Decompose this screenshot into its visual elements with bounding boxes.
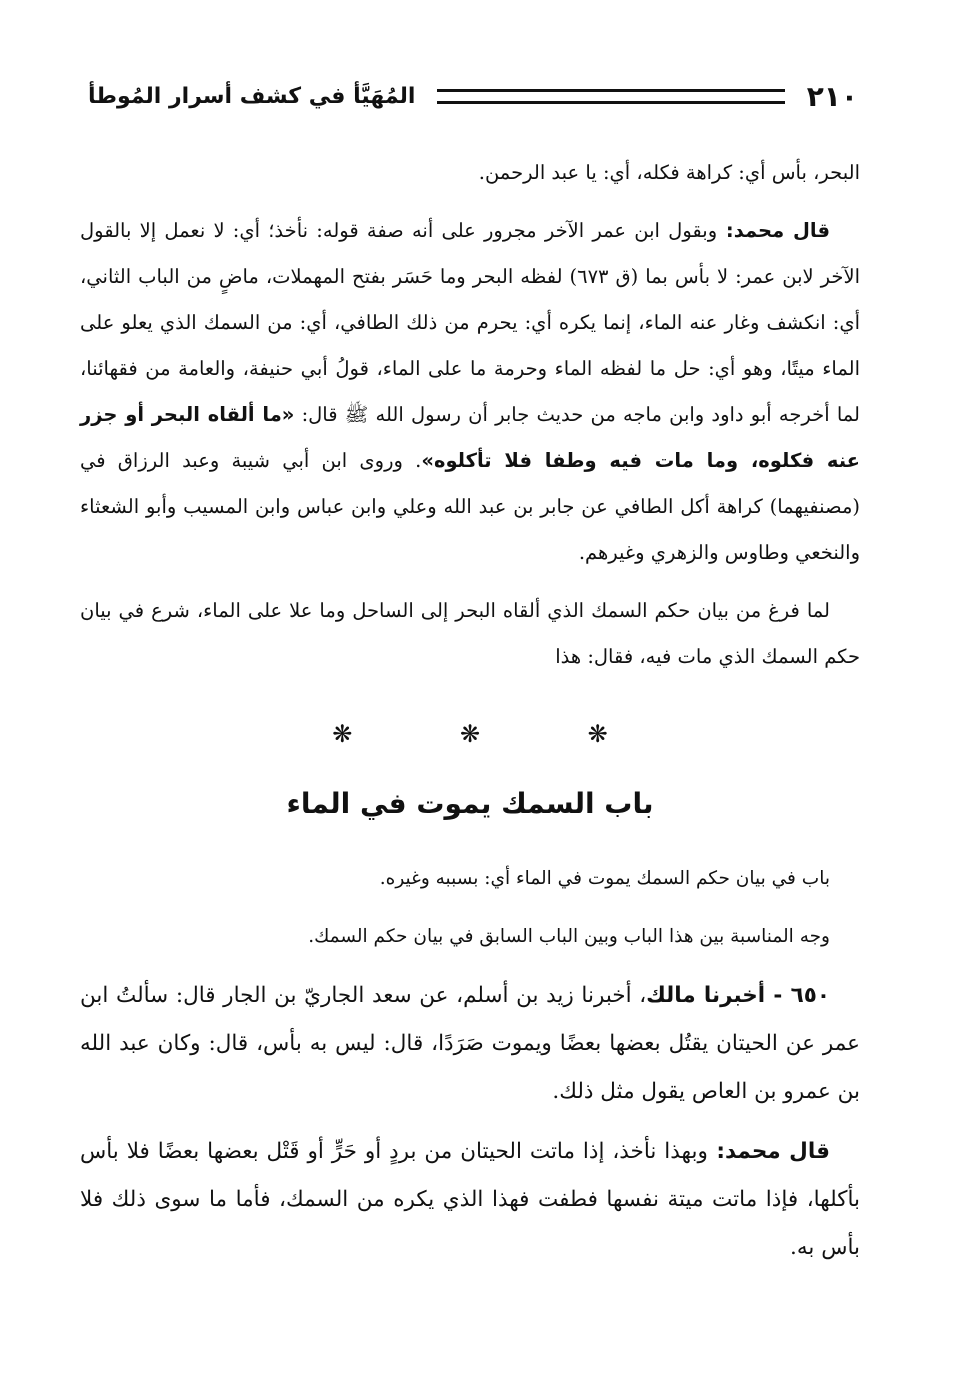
paragraph-5 <box>80 914 860 960</box>
hadith-quote: «ما ألقاه البحر أو جزر عنه فكلوه، وما مات فيه وطفا فلا تأكلوه» <box>80 403 860 472</box>
page-body <box>80 150 860 1284</box>
paragraph-6 <box>80 972 860 1116</box>
paragraph-text: . وروى ابن أبي شيبة وعبد الرزاق في (مصنفيهما) كراهة أكل الطافي عن جابر بن عبد الله وعلي وابن عباس وابن المسيب وأبو الشعثاء والنخعي وطاوس والزهري وغيرهم. <box>80 449 860 564</box>
paragraph-text: وبهذا نأخذ، إذا ماتت الحيتان من بردٍ أو حَرٍّ أو قَتْل بعضها بعضًا فلا بأس بأكلها، فإذا ماتت ميتة نفسها فطفت فهذا الذي يكره من السمك، فأما ما سوى ذلك فلا بأس به. <box>80 1139 860 1260</box>
paragraph-7 <box>80 1128 860 1272</box>
speaker-label: قال محمد: <box>717 219 830 242</box>
paragraph-text: البحر، بأس أي: كراهة فكله، أي: يا عبد الرحمن. <box>478 161 860 184</box>
page-header <box>88 76 858 116</box>
paragraph-4 <box>80 856 860 902</box>
paragraph-3 <box>80 588 860 680</box>
paragraph-text: باب في بيان حكم السمك يموت في الماء أي: بسببه وغيره. <box>379 868 830 889</box>
speaker-label: قال محمد: <box>707 1139 830 1164</box>
page-number: ٢١٠ <box>806 79 858 113</box>
section-divider-stars: ❋ ❋ ❋ <box>332 720 658 748</box>
header-rule <box>437 89 784 104</box>
paragraph-2 <box>80 208 860 576</box>
paragraph-text: ، أخبرنا زيد بن أسلم، عن سعد الجاريّ بن الجار قال: سألتُ ابن عمر عن الحيتان يقتُل بعضها بعضًا ويموت صَرَدًا، قال: ليس به بأس، قال: وكان عبد الله بن عمرو بن العاص يقول مثل ذلك. <box>80 983 860 1104</box>
running-title: المُهَيَّأ في كشف أسرار المُوطأ <box>88 83 416 109</box>
paragraph-text: وبقول ابن عمر الآخر مجرور على أنه صفة قوله: نأخذ؛ أي: لا نعمل إلا بالقول الآخر لابن عمر: لا بأس بما (ق ٦٧٣) لفظه البحر وما حَسَر بفتح المهملات، ماضٍ من الباب الثاني، أي: انكشف وغار عنه الماء، إنما يكره أي: يحرم من ذلك الطافي، أي: من السمك الذي يعلو على الماء ميتًا، وهو أي: حل ما لفظه الماء وحرمة ما على الماء، قولُ أبي حنيفة، والعامة من فقهائنا، لما أخرجه أبو داود وابن ماجه من حديث جابر أن رسول الله ﷺ قال: <box>80 219 860 426</box>
paragraph-1 <box>80 150 860 196</box>
paragraph-text: وجه المناسبة بين هذا الباب وبين الباب السابق في بيان حكم السمك. <box>308 926 830 947</box>
paragraph-text: لما فرغ من بيان حكم السمك الذي ألقاه البحر إلى الساحل وما علا على الماء، شرع في بيان حكم السمك الذي مات فيه، فقال: هذا <box>80 599 860 668</box>
chapter-title: باب السمك يموت في الماء <box>286 787 654 820</box>
narration-number: ٦٥٠ - أخبرنا مالك <box>646 983 830 1008</box>
